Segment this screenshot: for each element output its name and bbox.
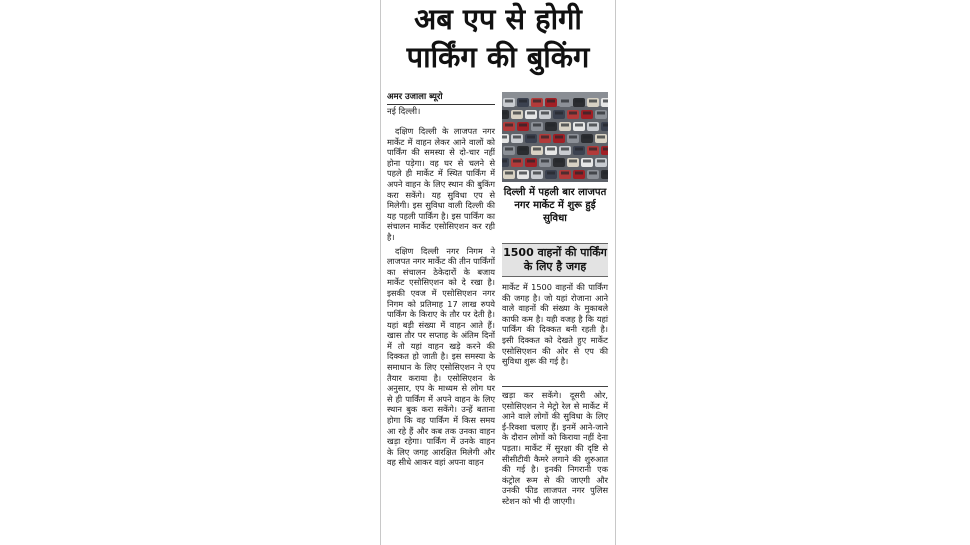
article-paragraph-1: दक्षिण दिल्ली के लाजपत नगर मार्केट में वाहन लेकर आने वालों को पार्किंग की समस्या से दो-चार नहीं होना पड़ेगा। वह घर से चलने से पहले ही मार्केट में स्थित पार्किंग में अपने वाहन के लिए स्थान की बुकिंग करा सकेंगे। यह सुविधा एप से मिलेगी। इस सुविधा वाली दिल्ली की यह पहली पार्किंग है। इस पार्किंग का संचालन मार्केट एसोसिएशन कर रही है।: [387, 126, 495, 242]
dateline: नई दिल्ली।: [387, 107, 421, 117]
parked-cars-image: [502, 92, 608, 182]
byline-divider: [387, 104, 495, 105]
article-paragraph-2: दक्षिण दिल्ली नगर निगम ने लाजपत नगर मार्केट की तीन पार्किंगों का संचालन ठेकेदारों के बजाय मार्केट एसोसिएशन को दे रखा है। इसकी एवज में एसोसिएशन नगर निगम को प्रतिमाह 17 लाख रुपये पार्किंग के किराए के तौर पर देती है। यहां बड़ी संख्या में वाहन आते हैं। खास तौर पर सप्ताह के अंतिम दिनों में तो यहां वाहन खड़े करने की दिक्कत हो जाती है। इस समस्या के समाधान के लिए एसोसिएशन ने एप तैयार कराया है। एसोसिएशन के अनुसार, एप के माध्यम से लोग घर से ही पार्किंग में अपने वाहन के लिए स्थान बुक करा सकेंगे। उन्हें बताना होगा कि वह पार्किंग में किस समय आ रहे हैं और कब तक उनका वाहन खड़ा रहेगा। पार्किंग में उनके वाहन के लिए जगह आरक्षित मिलेगी और वह सीधे आकर वहां अपना वाहन: [387, 245, 495, 468]
newspaper-clipping: [380, 0, 616, 545]
headline-line-1: अब एप से होगी: [414, 2, 582, 36]
byline: अमर उजाला ब्यूरो: [387, 92, 443, 102]
sidebar-paragraph: मार्केट में 1500 वाहनों की पार्किंग की जगह है। जो यहां रोजाना आने वाले वाहनों की संख्या के मुकाबले काफी कम है। यही वजह है कि यहां पार्किंग की दिक्कत बनी रहती है। इसी दिक्कत को देखते हुए मार्केट एसोसिएशन की ओर से एप की सुविधा शुरू की गई है।: [502, 282, 608, 367]
photo-caption: दिल्ली में पहली बार लाजपत नगर मार्केट में शुरू हुई सुविधा: [503, 187, 607, 224]
column-divider: [502, 386, 608, 387]
continued-paragraph: खड़ा कर सकेंगे। दूसरी ओर, एसोसिएशन ने मेट्रो रेल से मार्केट में आने वाले लोगों की सुविधा के लिए ई-रिक्शा चलाए हैं। इनमें आने-जाने के दौरान लोगों को किराया नहीं देना पड़ता। मार्केट में सुरक्षा की दृष्टि से सीसीटीवी कैमरे लगाने की शुरुआत की गई है। इनकी निगरानी एक कंट्रोल रूम से की जाएगी और उनकी फीड लाजपत नगर पुलिस स्टेशन को भी दी जाएगी।: [502, 390, 608, 506]
left-column: [387, 92, 495, 468]
parking-lot-photo: [502, 92, 608, 182]
subhead-box: 1500 वाहनों की पार्किंग के लिए है जगह: [502, 243, 608, 277]
headline: [381, 0, 615, 76]
headline-line-2: पार्किंग की बुकिंग: [406, 40, 590, 74]
